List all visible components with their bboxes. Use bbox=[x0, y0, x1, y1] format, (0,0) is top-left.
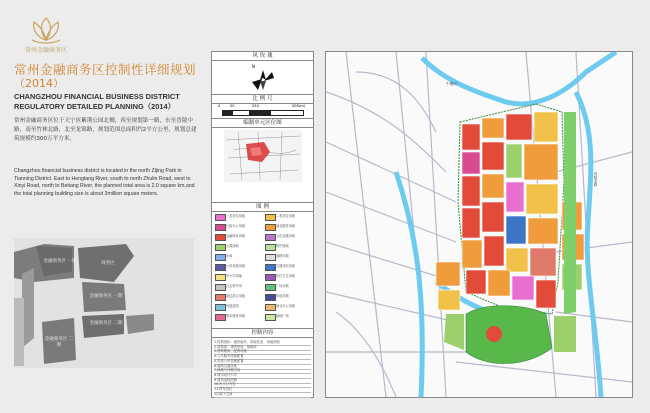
scale-tick-2: 250 bbox=[252, 104, 259, 108]
description-cn: 常州金融商务区位于天宁区紫荆公园北侧，西至规划第一路，东至晋陵中路，南至竹林北路，北至龙锦路，规划范围总面积约2平方公里，规划总建筑规模约300万平方米。 bbox=[14, 118, 197, 142]
legend-item bbox=[215, 284, 261, 290]
legend-item bbox=[215, 314, 261, 320]
scale-tick-3: 500(m) bbox=[292, 104, 306, 108]
legend-label: 娱乐康体用地 bbox=[226, 314, 246, 318]
legend-item bbox=[215, 304, 261, 310]
legend-label: 公园绿地 bbox=[226, 244, 239, 248]
legend-label: 河道蓝线 bbox=[226, 304, 239, 308]
site-label-1: 金融商务区 一期 bbox=[43, 259, 77, 264]
legend-item bbox=[265, 264, 311, 270]
control-row: 2.容积率、建筑密度、绿地率 bbox=[214, 344, 311, 351]
legend-label: 文化设施用地 bbox=[276, 234, 296, 238]
control-row: 3.建筑限高、配套设施 bbox=[214, 348, 311, 355]
legend-label: 商业办公用地 bbox=[276, 304, 296, 308]
legend-swatch bbox=[215, 214, 226, 221]
legend-swatch bbox=[215, 264, 226, 271]
legend-item bbox=[265, 274, 311, 280]
legend-swatch bbox=[215, 224, 226, 231]
legend-swatch bbox=[265, 254, 276, 261]
scale-tick-1: 50 bbox=[230, 104, 235, 108]
legend-label: 交通场站用地 bbox=[276, 264, 296, 268]
legend-swatch bbox=[265, 294, 276, 301]
legend-label: 行政办公用地 bbox=[226, 224, 246, 228]
map-label-river: 牛塘河 bbox=[446, 82, 457, 86]
legend-item bbox=[265, 304, 311, 310]
legend-swatch bbox=[265, 314, 276, 321]
legend-label: 防护绿地 bbox=[276, 244, 289, 248]
legend-title: 图 例 bbox=[212, 202, 313, 212]
control-row: 9.建筑退线控制 bbox=[214, 377, 311, 384]
control-row: 11.停车泊位 bbox=[214, 386, 311, 393]
legend-item bbox=[265, 314, 311, 320]
location-map bbox=[224, 130, 302, 182]
legend-item bbox=[215, 264, 261, 270]
site-label-2: 商务区 bbox=[101, 261, 115, 266]
legend-label: 公用设施用地 bbox=[226, 264, 246, 268]
legend-label: 社会停车场 bbox=[226, 284, 242, 288]
title-english-line2: REGULATORY DETAILED PLANNING（2014） bbox=[14, 101, 175, 111]
legend-label: 中小学用地 bbox=[226, 274, 242, 278]
legend-swatch bbox=[215, 274, 226, 281]
legend-label: 供电用地 bbox=[276, 294, 289, 298]
control-row: 12.地下空间 bbox=[214, 391, 311, 398]
site-label-4: 金融商务区 二期 bbox=[89, 321, 123, 326]
legend-label: 广场用地 bbox=[276, 284, 289, 288]
control-row: 6.道路交通设施 bbox=[214, 363, 311, 370]
legend-item bbox=[215, 294, 261, 300]
scale-title: 比 例 尺 bbox=[212, 94, 313, 104]
legend-swatch bbox=[265, 224, 276, 231]
legend-swatch bbox=[265, 274, 276, 281]
legend-swatch bbox=[265, 214, 276, 221]
legend-item bbox=[265, 254, 311, 260]
legend-item bbox=[265, 294, 311, 300]
legend-label: 商住混合用地 bbox=[226, 294, 246, 298]
site-label-5: 金融商务区 二期 bbox=[44, 337, 74, 348]
legend-swatch bbox=[215, 254, 226, 261]
legend-item bbox=[215, 224, 261, 230]
site-label-3: 金融商务区 一期 bbox=[89, 294, 123, 299]
title-english-line1: CHANGZHOU FINANCIAL BUSINESS DISTRICT bbox=[14, 92, 180, 101]
land-use-map bbox=[325, 51, 633, 398]
legend-swatch bbox=[265, 264, 276, 271]
legend-swatch bbox=[215, 284, 226, 291]
legend-label: 商业服务用地 bbox=[276, 224, 296, 228]
control-row: 7.绿地与开敞空间 bbox=[214, 367, 311, 374]
legend-label: 一类居住用地 bbox=[226, 214, 246, 218]
scale-tick-0: 0 bbox=[218, 104, 221, 108]
legend-item bbox=[265, 234, 311, 240]
title-year: （2014） bbox=[14, 77, 64, 90]
legend-label: 二类居住用地 bbox=[276, 214, 296, 218]
map-label-road: 晋陵北路 bbox=[594, 172, 598, 187]
page-title: 常州金融商务区控制性详细规划 bbox=[14, 62, 197, 77]
legend-swatch bbox=[215, 294, 226, 301]
control-row: 1.控制指标：地块编号、用地性质、用地面积 bbox=[214, 339, 311, 346]
legend-swatch bbox=[215, 304, 226, 311]
logo-text: 常州金融商务区 bbox=[24, 47, 67, 54]
legend-swatch bbox=[215, 234, 226, 241]
legend-item bbox=[265, 214, 311, 220]
legend-item bbox=[265, 224, 311, 230]
legend-item bbox=[215, 214, 261, 220]
location-title: 编制单元区位图 bbox=[212, 118, 313, 128]
control-row: 5.市政公用设施配置 bbox=[214, 358, 311, 365]
scale-bar bbox=[222, 110, 304, 116]
legend-item bbox=[215, 254, 261, 260]
description-en: Changzhou financial business district is located in the north Zijing Park in Tianning District. East to Hengtang River, south to north Zhulin Road, west to Xinyi Road, north to Beitang River, the planned total area is 2.0 square km,and the total planning building size is about 3million square meters. bbox=[14, 168, 195, 197]
legend-swatch bbox=[215, 314, 226, 321]
compass-north-label: N bbox=[252, 64, 255, 69]
legend-panel bbox=[211, 51, 314, 398]
legend-item bbox=[215, 244, 261, 250]
legend-swatch bbox=[265, 234, 276, 241]
control-title: 控制内容 bbox=[212, 328, 313, 338]
compass-rose-icon bbox=[250, 68, 276, 92]
legend-swatch bbox=[265, 304, 276, 311]
legend-item bbox=[265, 244, 311, 250]
legend-swatch bbox=[215, 244, 226, 251]
title-english bbox=[14, 92, 204, 111]
legend-swatch bbox=[265, 244, 276, 251]
legend-label: 医疗卫生用地 bbox=[276, 274, 296, 278]
site-plan-diagram bbox=[14, 238, 194, 368]
legend-label: 道路用地 bbox=[276, 254, 289, 258]
legend-label: 水域 bbox=[226, 254, 233, 258]
legend-label: 金融商务用地 bbox=[226, 234, 246, 238]
legend-label: 绿地广场 bbox=[276, 314, 289, 318]
legend-item bbox=[215, 274, 261, 280]
legend-item bbox=[265, 284, 311, 290]
compass-title: 风 玫 瑰 bbox=[212, 52, 313, 61]
control-row: 4.公共服务设施配置 bbox=[214, 353, 311, 360]
control-row: 8.城市设计引导 bbox=[214, 372, 311, 379]
control-row: 10.出入口方位 bbox=[214, 381, 311, 388]
legend-swatch bbox=[265, 284, 276, 291]
legend-item bbox=[215, 234, 261, 240]
